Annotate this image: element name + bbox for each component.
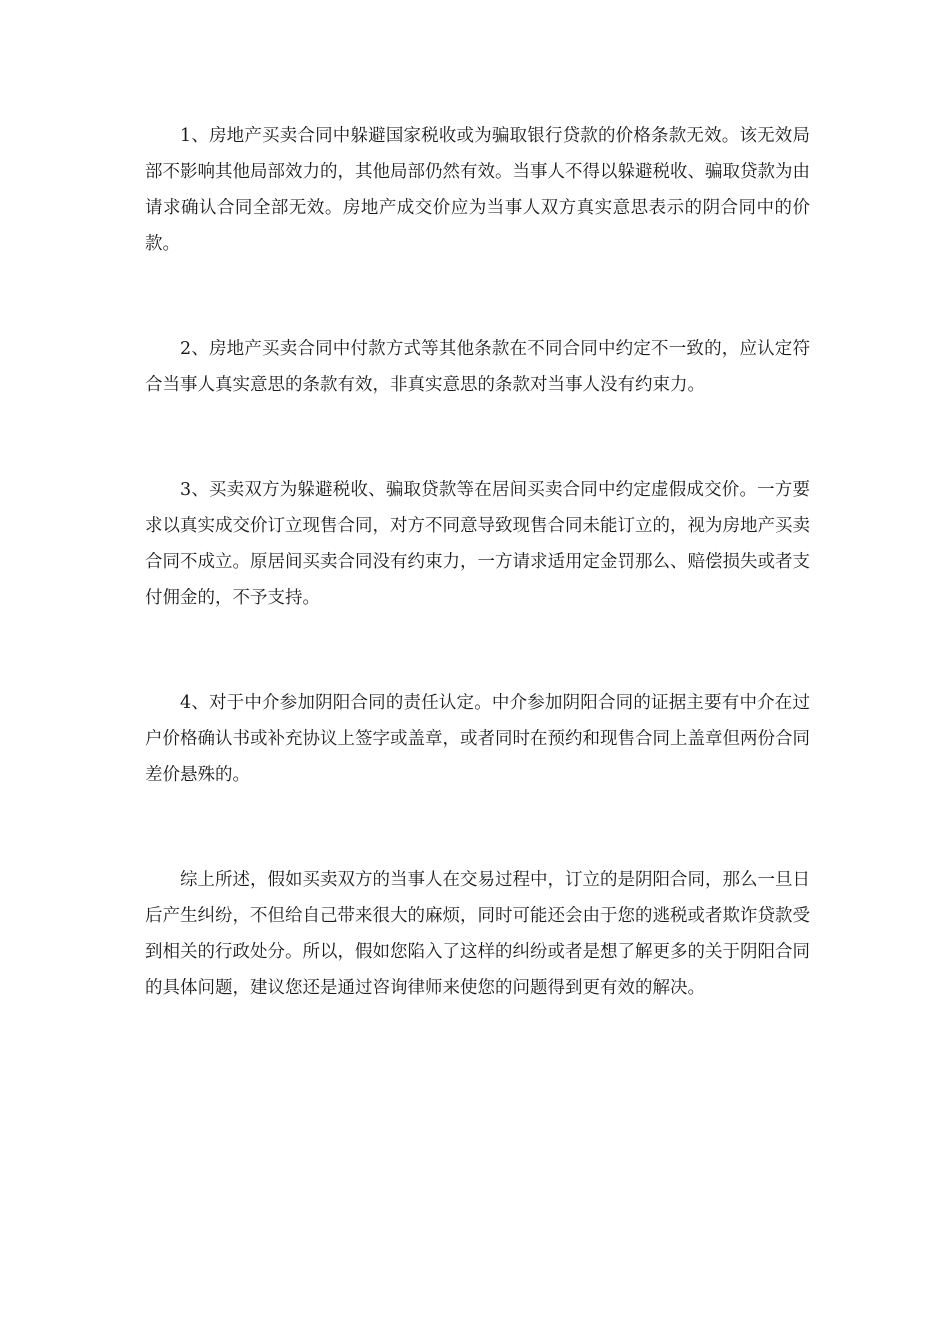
paragraph-spacer	[145, 616, 810, 685]
paragraph-spacer	[145, 262, 810, 331]
paragraph-summary: 综上所述，假如买卖双方的当事人在交易过程中，订立的是阴阳合同，那么一旦日后产生纠纷，不但给自己带来很大的麻烦，同时可能还会由于您的逃税或者欺诈贷款受到相关的行政处分。所以，假如您陷入了这样的纠纷或者是想了解更多的关于阴阳合同的具体问题，建议您还是通过咨询律师来使您的问题得到更有效的解决。	[145, 870, 810, 998]
paragraph-spacer	[145, 403, 810, 472]
paragraph-3: 3、买卖双方为躲避税收、骗取贷款等在居间买卖合同中约定虚假成交价。一方要求以真实成交价订立现售合同，对方不同意导致现售合同未能订立的，视为房地产买卖合同不成立。原居间买卖合同没有约束力，一方请求适用定金罚那么、赔偿损失或者支付佣金的，不予支持。	[145, 480, 810, 608]
paragraph-spacer	[145, 793, 810, 862]
paragraph-1: 1、房地产买卖合同中躲避国家税收或为骗取银行贷款的价格条款无效。该无效局部不影响其他局部效力的，其他局部仍然有效。当事人不得以躲避税收、骗取贷款为由请求确认合同全部无效。房地产成交价应为当事人双方真实意思表示的阴合同中的价款。	[145, 126, 810, 254]
document-body	[145, 118, 810, 1006]
paragraph-2: 2、房地产买卖合同中付款方式等其他条款在不同合同中约定不一致的，应认定符合当事人真实意思的条款有效，非真实意思的条款对当事人没有约束力。	[145, 339, 810, 395]
paragraph-4: 4、对于中介参加阴阳合同的责任认定。中介参加阴阳合同的证据主要有中介在过户价格确认书或补充协议上签字或盖章，或者同时在预约和现售合同上盖章但两份合同差价悬殊的。	[145, 693, 810, 785]
